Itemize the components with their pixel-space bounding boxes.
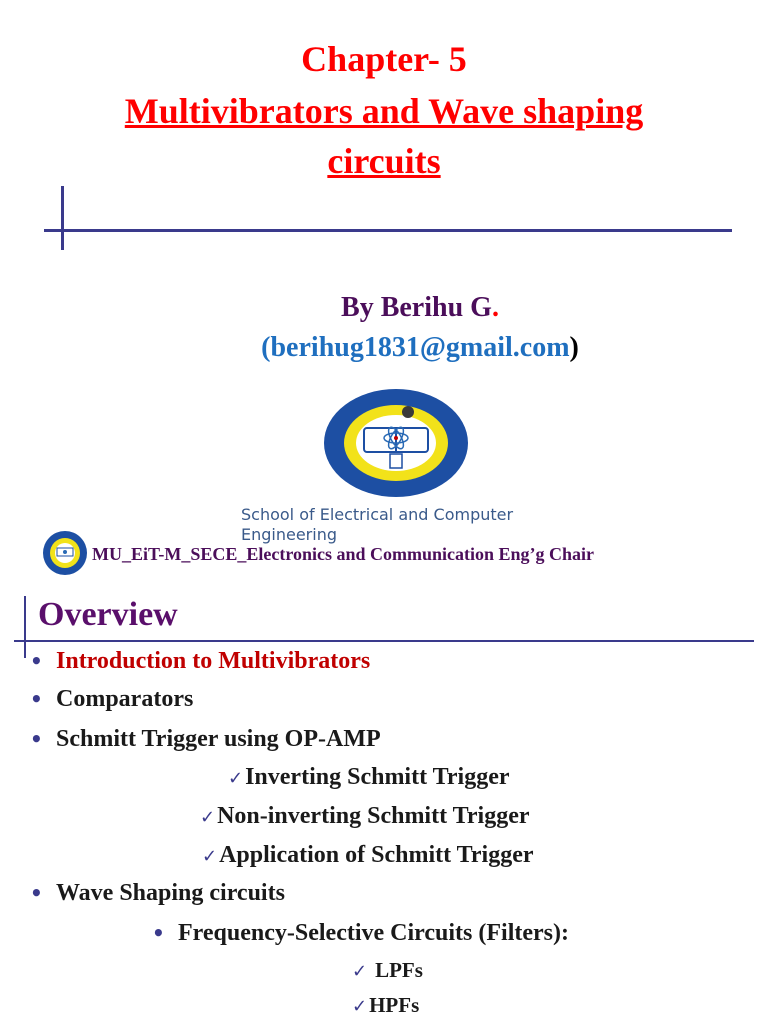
bullet-icon: • bbox=[30, 727, 43, 751]
school-name bbox=[241, 505, 621, 545]
outline-item-text: Comparators bbox=[56, 686, 194, 712]
chapter-heading: Chapter- 5 bbox=[301, 39, 467, 79]
outline-item-text: HPFs bbox=[369, 993, 420, 1017]
outline-item-multivibrators bbox=[30, 648, 370, 675]
checkmark-icon: ✓ bbox=[200, 807, 216, 828]
chapter-title bbox=[40, 86, 728, 186]
checkmark-icon: ✓ bbox=[202, 846, 218, 867]
university-logo-small bbox=[42, 530, 88, 581]
overview-horizontal-rule bbox=[14, 640, 754, 642]
outline-item-schmitt-trigger bbox=[30, 726, 381, 753]
outline-subitem-non-inverting bbox=[200, 803, 530, 830]
outline-subitem-lpfs bbox=[352, 958, 423, 983]
author-email-line bbox=[0, 332, 768, 364]
outline-item-text: Wave Shaping circuits bbox=[56, 880, 285, 906]
author-name: By Berihu G bbox=[341, 292, 492, 323]
outline-subitem-application bbox=[202, 842, 534, 869]
decorative-vertical-rule bbox=[61, 186, 64, 250]
bullet-icon: • bbox=[152, 921, 165, 945]
author-email-link[interactable]: berihug1831@gmail.com bbox=[270, 332, 570, 363]
author-dot: . bbox=[491, 292, 499, 323]
outline-item-comparators bbox=[30, 686, 193, 713]
university-logo bbox=[322, 388, 470, 503]
email-close-paren: ) bbox=[569, 332, 579, 363]
outline-item-text: Inverting Schmitt Trigger bbox=[245, 764, 510, 790]
school-name-line1: School of Electrical and Computer bbox=[241, 505, 514, 524]
checkmark-icon: ✓ bbox=[352, 996, 368, 1017]
overview-heading: Overview bbox=[38, 596, 178, 633]
school-name-line2: Engineering bbox=[241, 525, 337, 544]
outline-subitem-hpfs bbox=[352, 993, 419, 1018]
outline-item-wave-shaping bbox=[30, 880, 285, 907]
department-chair: MU_EiT-M_SECE_Electronics and Communication Eng’g Chair bbox=[92, 544, 595, 564]
outline-item-text: LPFs bbox=[375, 958, 423, 982]
outline-item-text: Non-inverting Schmitt Trigger bbox=[217, 803, 530, 829]
overview-vertical-rule bbox=[24, 596, 26, 658]
bullet-icon: • bbox=[30, 649, 43, 673]
outline-item-text: Application of Schmitt Trigger bbox=[219, 842, 534, 868]
outline-item-text: Frequency-Selective Circuits (Filters): bbox=[178, 920, 569, 946]
checkmark-icon: ✓ bbox=[228, 768, 244, 789]
chapter-title-line2: circuits bbox=[327, 141, 441, 181]
decorative-horizontal-rule bbox=[44, 229, 732, 232]
author-line bbox=[0, 292, 768, 324]
chapter-title-line1: Multivibrators and Wave shaping bbox=[124, 91, 644, 131]
bullet-icon: • bbox=[30, 687, 43, 711]
outline-item-text: Schmitt Trigger using OP-AMP bbox=[56, 726, 381, 752]
checkmark-icon: ✓ bbox=[352, 961, 368, 982]
email-open-paren: ( bbox=[261, 332, 271, 363]
bullet-icon: • bbox=[30, 881, 43, 905]
outline-subitem-filters bbox=[152, 920, 569, 947]
outline-subitem-inverting bbox=[228, 764, 510, 791]
outline-item-text: Introduction to Multivibrators bbox=[56, 648, 371, 674]
